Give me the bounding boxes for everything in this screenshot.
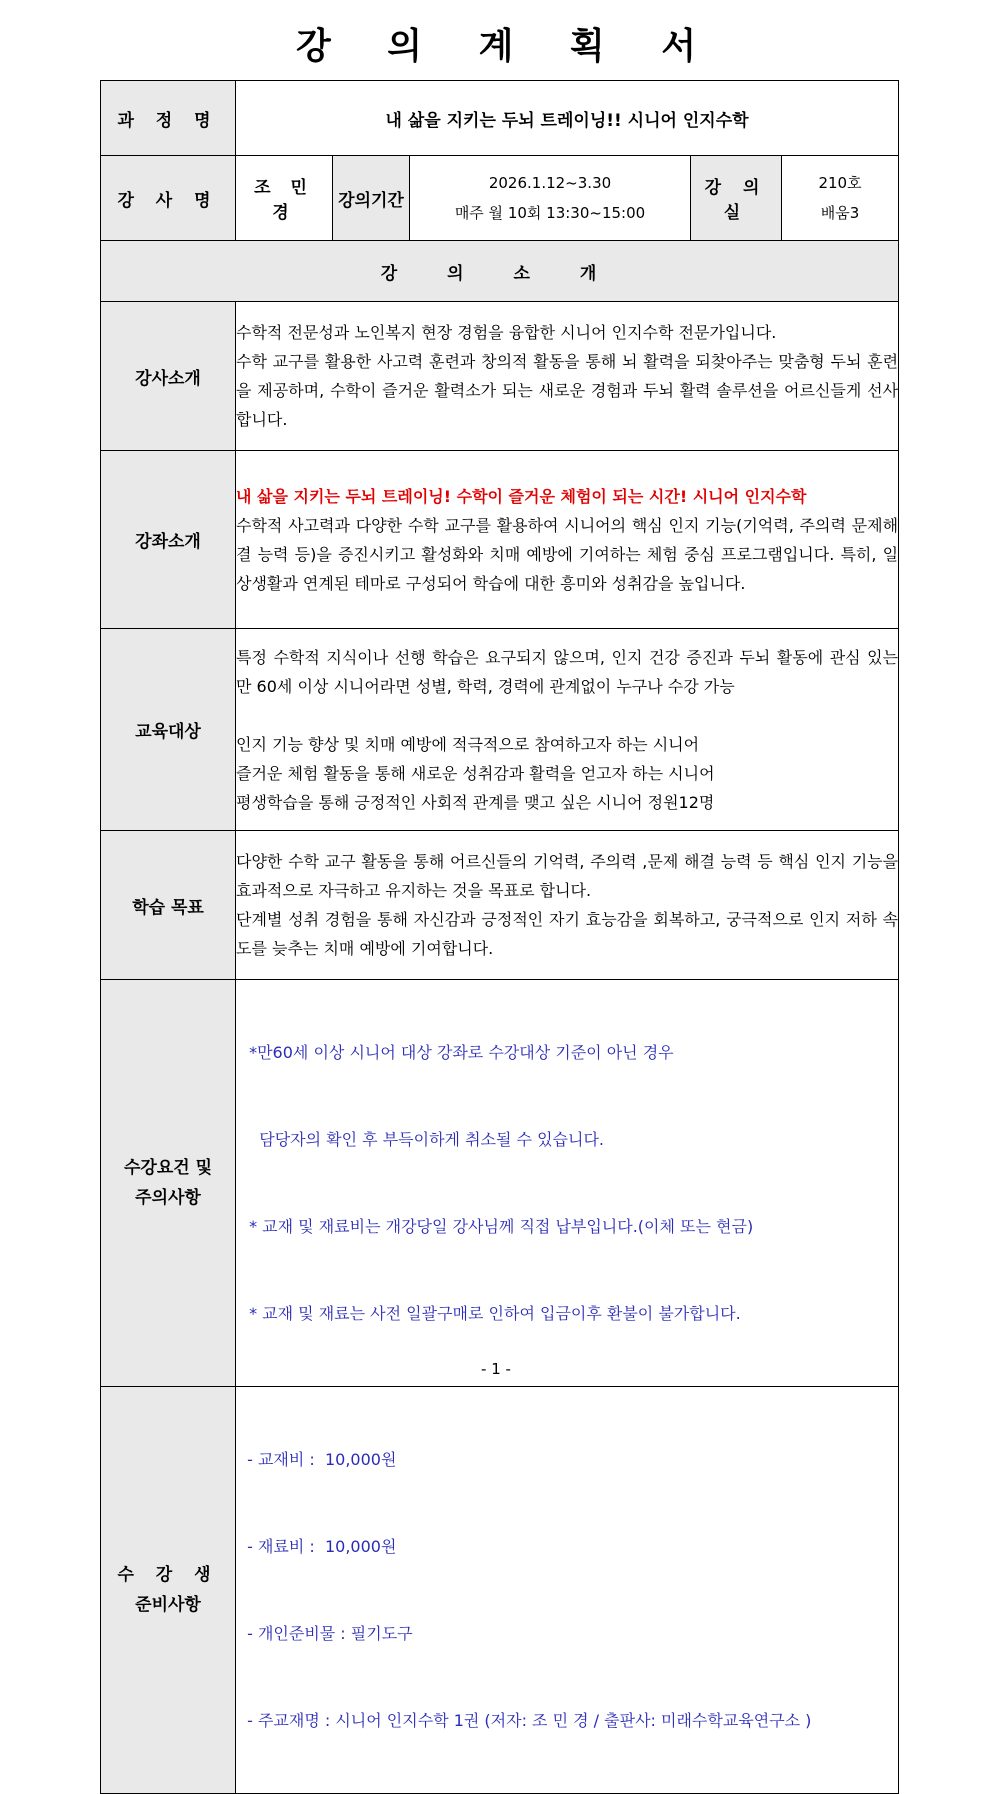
course-intro-text	[236, 451, 899, 629]
target-text	[236, 629, 899, 831]
period-label: 강의기간	[333, 156, 410, 241]
requirements-label-line: 수강요건 및	[123, 1158, 213, 1178]
course-intro-row	[101, 451, 899, 629]
page-number: - 1 -	[481, 1360, 511, 1378]
room-label: 강 의 실	[691, 156, 782, 241]
goals-label: 학습 목표	[101, 831, 236, 980]
period-schedule: 매주 월 10회 13:30~15:00	[454, 204, 646, 222]
course-intro-label: 강좌소개	[101, 451, 236, 629]
preparation-label-line: 수 강 생	[117, 1565, 219, 1585]
requirements-line: *만60세 이상 시니어 대상 강좌로 수강대상 기준이 아닌 경우	[244, 1043, 674, 1062]
room-value	[782, 156, 899, 241]
instructor-intro-label: 강사소개	[101, 302, 236, 451]
instructor-intro-row	[101, 302, 899, 451]
room-name: 배움3	[820, 204, 860, 222]
period-value	[410, 156, 691, 241]
requirements-label	[101, 980, 236, 1387]
requirements-row	[101, 980, 899, 1387]
target-item: 즐거운 체험 활동을 통해 새로운 성취감과 활력을 얻고자 하는 시니어	[236, 763, 715, 783]
room-number: 210호	[818, 174, 862, 192]
instructor-intro-line: 수학 교구를 활용한 사고력 훈련과 창의적 활동을 통해 뇌 활력을 되찾아주는 맞춤형 두뇌 훈련을 제공하며, 수학이 즐거운 활력소가 되는 새로운 경험과 두뇌 활력 솔루션을 어르신들게 선사합니다.	[236, 352, 899, 429]
instructor-intro-text	[236, 302, 899, 451]
course-name: 내 삶을 지키는 두뇌 트레이닝!! 시니어 인지수학	[236, 81, 899, 156]
target-item: 평생학습을 통해 긍정적인 사회적 관계를 맺고 싶은 시니어 정원12명	[236, 792, 715, 812]
preparation-line: - 주교재명 : 시니어 인지수학 1권 (저자: 조 민 경 / 출판사: 미래수학교육연구소 )	[242, 1711, 812, 1730]
page-title: 강 의 계 획 서	[295, 25, 718, 67]
goals-line: 다양한 수학 교구 활동을 통해 어르신들의 기억력, 주의력 ,문제 해결 능력 등 핵심 인지 기능을 효과적으로 자극하고 유지하는 것을 목표로 합니다.	[236, 852, 899, 900]
requirements-line: * 교재 및 재료비는 개강당일 강사님께 직접 납부입니다.(이체 또는 현금)	[244, 1217, 754, 1236]
preparation-line: - 교재비 : 10,000원	[242, 1450, 397, 1469]
target-description: 특정 수학적 지식이나 선행 학습은 요구되지 않으며, 인지 건강 증진과 두뇌 활동에 관심 있는 만 60세 이상 시니어라면 성별, 학력, 경력에 관계없이 누구나 수강 가능	[236, 647, 899, 696]
goals-line: 단계별 성취 경험을 통해 자신감과 긍정적인 자기 효능감을 회복하고, 궁극적으로 인지 저하 속도를 늦추는 치매 예방에 기여합니다.	[236, 910, 899, 958]
requirements-label-line: 주의사항	[135, 1188, 201, 1208]
instructor-name: 조 민 경	[236, 156, 333, 241]
goals-row	[101, 831, 899, 980]
requirements-line: * 교재 및 재료는 사전 일괄구매로 인하여 입금이후 환불이 불가합니다.	[244, 1304, 741, 1323]
course-intro-headline: 내 삶을 지키는 두뇌 트레이닝! 수학이 즐거운 체험이 되는 시간! 시니어 인지수학	[236, 486, 807, 506]
requirements-text	[236, 980, 899, 1387]
preparation-text	[236, 1387, 899, 1794]
instructor-intro-line: 수학적 전문성과 노인복지 현장 경험을 융합한 시니어 인지수학 전문가입니다.	[236, 323, 777, 342]
preparation-line: - 개인준비물 : 필기도구	[242, 1624, 413, 1643]
course-row	[101, 81, 899, 156]
target-item: 인지 기능 향상 및 치매 예방에 적극적으로 참여하고자 하는 시니어	[236, 734, 700, 754]
preparation-label-line: 준비사항	[135, 1595, 201, 1615]
period-dates: 2026.1.12~3.30	[488, 174, 612, 192]
intro-header-row	[101, 241, 899, 302]
preparation-row	[101, 1387, 899, 1794]
preparation-label	[101, 1387, 236, 1794]
target-label: 교육대상	[101, 629, 236, 831]
course-intro-body: 수학적 사고력과 다양한 수학 교구를 활용하여 시니어의 핵심 인지 기능(기억력, 주의력 문제해결 능력 등)을 증진시키고 활성화와 치매 예방에 기여하는 체험 중심 프로그램입니다. 특히, 일상생활과 연계된 테마로 구성되어 학습에 대한 흥미와 성취감을 높입니다.	[236, 515, 899, 593]
instructor-label: 강 사 명	[101, 156, 236, 241]
target-row	[101, 629, 899, 831]
requirements-line: 담당자의 확인 후 부득이하게 취소될 수 있습니다.	[244, 1130, 604, 1149]
instructor-row	[101, 156, 899, 241]
blank-line	[236, 701, 898, 730]
intro-header: 강 의 소 개	[101, 241, 899, 302]
goals-text	[236, 831, 899, 980]
preparation-line: - 재료비 : 10,000원	[242, 1537, 397, 1556]
course-plan-table	[100, 80, 899, 1794]
course-label: 과 정 명	[101, 81, 236, 156]
